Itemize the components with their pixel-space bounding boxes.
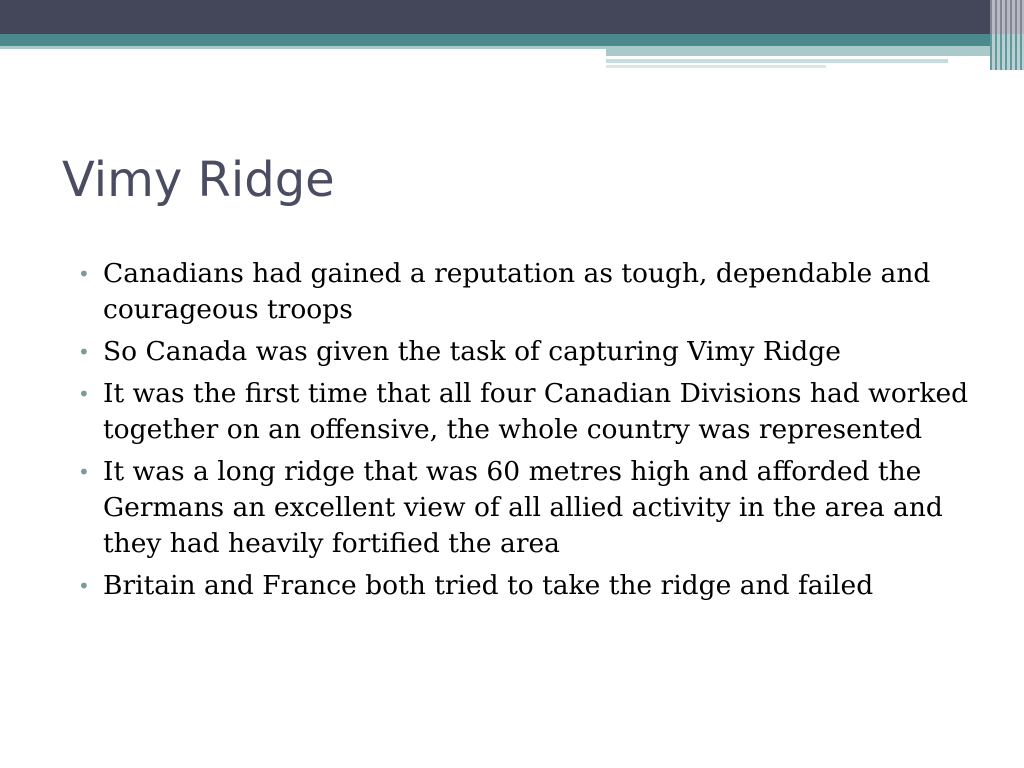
bullet-text: Canadians had gained a reputation as tough, dependable and courageous troops [103, 258, 931, 325]
header-light-line-right-2 [606, 65, 826, 68]
bullet-icon: • [78, 382, 90, 406]
bullet-text: Britain and France both tried to take the ridge and failed [103, 570, 874, 601]
bullet-item [78, 256, 978, 328]
header-teal-band [0, 34, 1024, 46]
bullet-icon: • [78, 262, 90, 286]
header-light-line-right-1 [606, 59, 948, 63]
bullet-list [78, 256, 978, 610]
header-dark-band [0, 0, 1024, 34]
header-light-band-right [606, 46, 1024, 56]
slide-title: Vimy Ridge [62, 152, 335, 208]
bullet-item [78, 334, 978, 370]
bullet-item [78, 454, 978, 562]
bullet-icon: • [78, 460, 90, 484]
bullet-text: So Canada was given the task of capturing Vimy Ridge [103, 336, 841, 367]
header-light-line-left [0, 46, 606, 49]
bullet-text: It was the first time that all four Canadian Divisions had worked together on an offensive, the whole country was represented [103, 378, 969, 445]
bullet-text: It was a long ridge that was 60 metres high and afforded the Germans an excellent view of all allied activity in the area and they had heavily fortified the area [103, 456, 943, 559]
bullet-icon: • [78, 340, 90, 364]
header-stripes-decoration-lower [990, 34, 1024, 70]
bullet-icon: • [78, 574, 90, 598]
bullet-item [78, 568, 978, 604]
bullet-item [78, 376, 978, 448]
